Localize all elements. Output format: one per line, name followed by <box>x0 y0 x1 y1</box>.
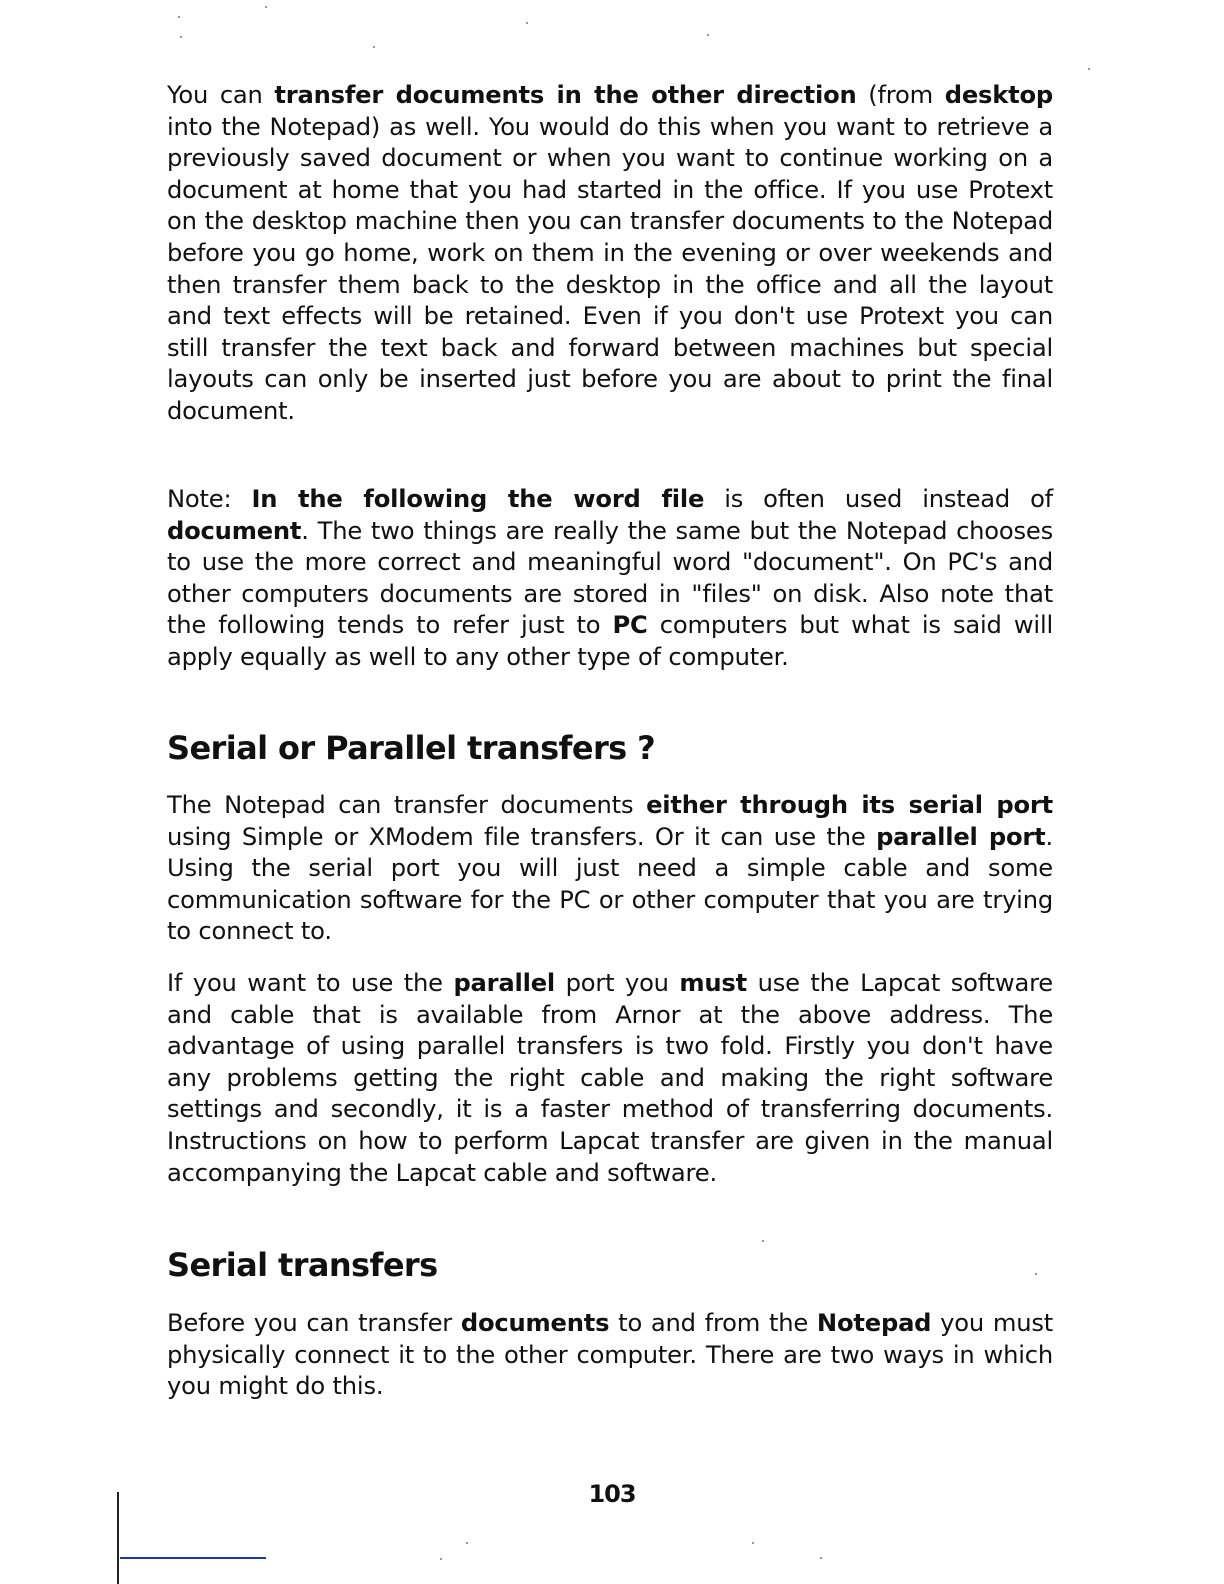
page-number: 103 <box>588 1480 636 1508</box>
bold-run: documents <box>460 1309 610 1337</box>
section-heading-serial-transfers: Serial transfers <box>167 1246 438 1284</box>
text-run: (from <box>856 81 945 109</box>
text-run: port you <box>555 969 680 997</box>
paragraph-serial-parallel-intro <box>167 790 1053 948</box>
bold-run: transfer documents in the other direction <box>274 81 857 109</box>
scan-speck <box>1088 68 1090 70</box>
text-run: If you want to use the <box>167 969 454 997</box>
bold-run: must <box>679 969 747 997</box>
text-run: Note: <box>167 485 252 513</box>
text-run: use the Lapcat software and cable that is available from Arnor at the above address. The advantage of using parallel transfers is two fold. Firstly you don't have any problems getting the right cable and making the right software settings and secondly, it is a faster method of transferring documents. Instructions on how to perform Lapcat transfer are given in the manual accompanying the Lapcat cable and software. <box>167 969 1053 1187</box>
scan-speck <box>180 36 182 38</box>
scan-speck <box>707 34 709 36</box>
text-run: The Notepad can transfer documents <box>167 791 647 819</box>
paragraph-transfer-direction <box>167 80 1053 428</box>
scan-speck <box>373 46 375 48</box>
section-heading-serial-or-parallel: Serial or Parallel transfers ? <box>167 729 656 767</box>
text-run: You can <box>167 81 275 109</box>
text-run: Before you can transfer <box>167 1309 461 1337</box>
scan-speck <box>820 1557 822 1559</box>
scan-speck <box>752 1542 754 1544</box>
text-run: computers but what is said will apply equally as well to any other type of computer. <box>167 611 1053 671</box>
bold-run: either through its serial port <box>646 791 1053 819</box>
scan-speck <box>466 1542 468 1544</box>
text-run: . The two things are really the same but the Notepad chooses to use the more correct and meaningful word "document". On PC's and other computers documents are stored in "files" on disk. Also note that the following tends to refer just to <box>167 516 1053 640</box>
bold-run: parallel <box>453 969 556 997</box>
paragraph-lapcat <box>167 968 1053 1189</box>
bold-run: desktop <box>944 81 1054 109</box>
scan-edge-underline <box>120 1557 266 1559</box>
paragraph-note-file <box>167 484 1053 674</box>
scan-speck <box>178 16 180 18</box>
scan-speck <box>440 1558 442 1560</box>
scan-speck <box>526 22 528 24</box>
text-run: is often used instead of <box>704 485 1053 513</box>
text-run: . Using the serial port you will just need a simple cable and some communication software for the PC or other computer that you are trying to connect to. <box>167 822 1054 946</box>
bold-run: In the following the word file <box>251 485 705 513</box>
bold-run: PC <box>612 611 648 640</box>
scan-speck <box>762 1240 764 1242</box>
text-run: into the Notepad) as well. You would do this when you want to retrieve a previously saved document or when you want to continue working on a document at home that you had started in the office. If you use Protext on the desktop machine then you can transfer documents to the Notepad before you go home, work on them in the evening or over weekends and then transfer them back to the desktop in the office and all the layout and text effects will be retained. Even if you don't use Protext you can still transfer the text back and forward between machines but special layouts can only be inserted just before you are about to print the final document. <box>167 112 1053 425</box>
text-run: to and from the <box>609 1309 817 1337</box>
bold-run: parallel port <box>876 822 1046 851</box>
text-run: using Simple or XModem file transfers. Or it can use the <box>167 822 877 851</box>
paragraph-physical-connect <box>167 1308 1053 1403</box>
bold-run: document <box>167 516 302 545</box>
scan-speck <box>1035 1273 1037 1275</box>
text-run: you must physically connect it to the other computer. There are two ways in which you might do this. <box>167 1309 1054 1401</box>
scan-edge-line <box>117 1492 119 1584</box>
scan-speck <box>265 6 267 8</box>
bold-run: Notepad <box>816 1309 932 1337</box>
